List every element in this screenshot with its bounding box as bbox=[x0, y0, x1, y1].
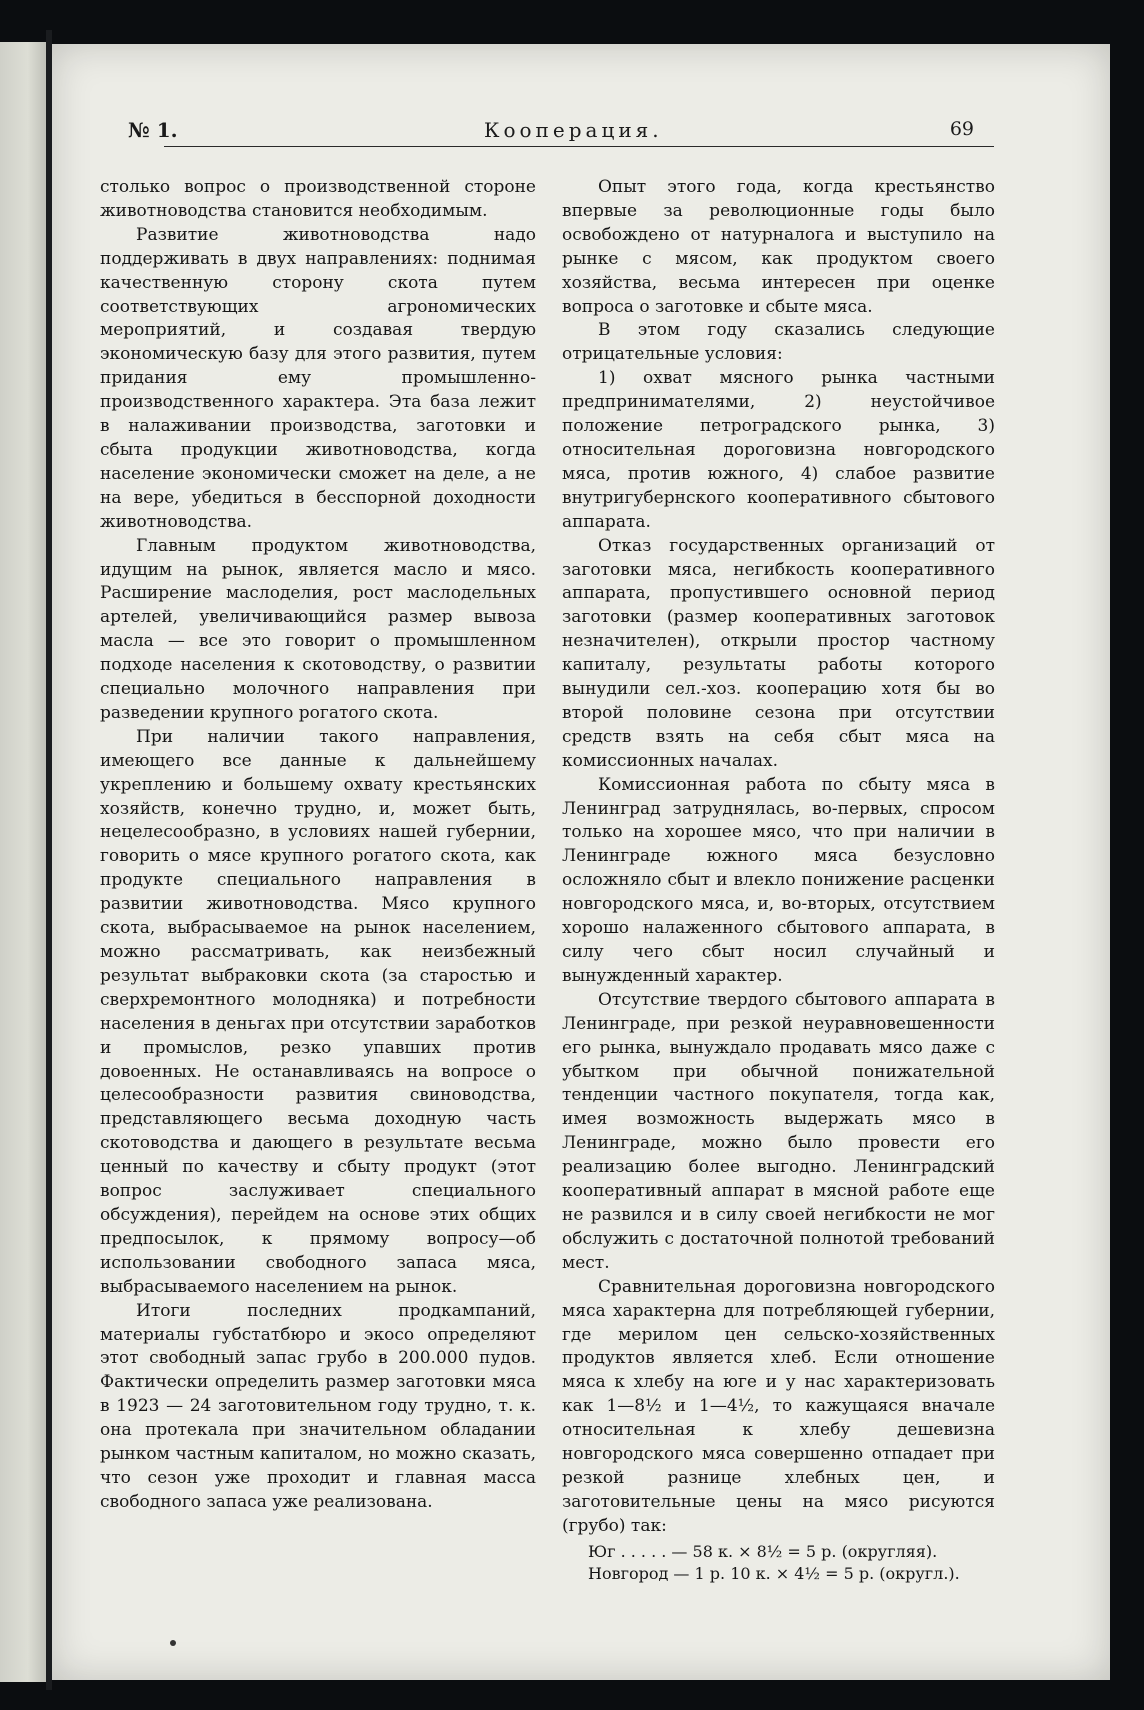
paragraph: Развитие животноводства надо поддерживать в двух направлениях: поднимая качественную сторону скота путем соответствующих агрономических мероприятий, и создавая твердую экономическую базу для этого развития, путем придания ему промышленно-производственного характера. Эта база лежит в налаживании производства, заготовки и сбыта продукции животноводства, когда население экономически сможет на деле, а не на вере, убедиться в бесспорной доходности животноводства. bbox=[100, 224, 536, 532]
page-number: 69 bbox=[949, 118, 974, 140]
paragraph: столько вопрос о производственной стороне животноводства становится необходимым. bbox=[100, 177, 536, 221]
issue-number: № 1. bbox=[128, 118, 178, 142]
paragraph: 1) охват мясного рынка частными предпринимателями, 2) неустойчивое положение петроградского рынка, 3) относительная дороговизна новгородского мяса, против южного, 4) слабое развитие внутригубернского кооперативного сбытового аппарата. bbox=[562, 368, 995, 532]
right-column bbox=[562, 176, 995, 1585]
paragraph: Отказ государственных организаций от заготовки мяса, негибкость кооперативного аппарата, пропустившего основной период заготовки (размер кооперативных заготовок незначителен), открыли простор частному капиталу, результаты работы которого вынудили сел.-хоз. кооперацию хотя бы во второй половине сезона при отсутствии средств взять на себя сбыт мяса на комиссионных началах. bbox=[562, 535, 995, 771]
formula-line-novgorod: Новгород — 1 р. 10 к. × 4½ = 5 р. (округл.). bbox=[588, 1563, 960, 1583]
running-header bbox=[80, 70, 994, 144]
paragraph: При наличии такого направления, имеющего все данные к дальнейшему укреплению и большему охвату крестьянских хозяйств, конечно трудно, и, может быть, нецелесообразно, в условиях нашей губернии, говорить о мясе крупного рогатого скота, как продукте специального направления в развитии животноводства. Мясо крупного скота, выбрасываемое на рынок населением, можно рассматривать, как неизбежный результат выбраковки скота (за старостью и сверхремонтного молодняка) и потребности населения в деньгах при отсутствии заработков и промыслов, резко упавших против довоенных. Не останавливаясь на вопросе о целесообразности развития свиноводства, представляющего весьма доходную часть скотоводства и дающего в результате весьма ценный по качеству и сбыту продукт (этот вопрос заслуживает специального обсуждения), перейдем на основе этих общих предпосылок, к прямому вопросу—об использовании свободного запаса мяса, выбрасываемого населением на рынок. bbox=[100, 726, 536, 1297]
facing-page-edge bbox=[0, 42, 48, 1682]
paragraph: Опыт этого года, когда крестьянство впервые за революционные годы было освобождено от натурналога и выступило на рынке с мясом, как продуктом своего хозяйства, весьма интересен при оценке вопроса о заготовке и сбыте мяса. bbox=[562, 177, 995, 317]
ink-speck bbox=[170, 1640, 176, 1646]
price-formula bbox=[562, 1541, 995, 1585]
paragraph: Сравнительная дороговизна новгородского мяса характерна для потребляющей губернии, где мерилом цен сельско-хозяйственных продуктов является хлеб. Если отношение мяса к хлебу на юге и у нас характеризовать как 1—8½ и 1—4½, то кажущаяся вначале относительная к хлебу дешевизна новгородского мяса совершенно отпадает при резкой разнице хлебных цен, и заготовительные цены на мясо рисуются (грубо) так: bbox=[562, 1276, 995, 1536]
paragraph: Комиссионная работа по сбыту мяса в Ленинград затруднялась, во-первых, спросом только на хорошее мясо, что при наличии в Ленинграде южного мяса безусловно осложняло сбыт и влекло понижение расценки новгородского мяса, и, во-вторых, отсутствием хорошо налаженного сбытового аппарата, в силу чего сбыт носил случайный и вынужденный характер. bbox=[562, 774, 995, 986]
paragraph: Главным продуктом животноводства, идущим на рынок, является масло и мясо. Расширение маслоделия, рост маслодельных артелей, увеличивающийся размер вывоза масла — все это говорит о промышленном подходе населения к скотоводству, о развитии специально молочного направления при разведении крупного рогатого скота. bbox=[100, 535, 536, 723]
header-rule bbox=[164, 146, 994, 147]
journal-title: Кооперация. bbox=[484, 118, 663, 142]
paragraph: Отсутствие твердого сбытового аппарата в Ленинграде, при резкой неуравновешенности его рынка, вынуждало продавать мясо даже с убытком при обычной понижательной тенденции частного покупателя, тогда как, имея возможность выдержать мясо в Ленинграде, можно было провести его реализацию более выгодно. Ленинградский кооперативный аппарат в мясной работе еще не развился и в силу своей негибкости не мог обслужить с достаточной полнотой требований мест. bbox=[562, 989, 995, 1273]
paragraph: Итоги последних продкампаний, материалы губстатбюро и экосо определяют этот свободный запас грубо в 200.000 пудов. Фактически определить размер заготовки мяса в 1923 — 24 заготовительном году трудно, т. к. она протекала при значительном обладании рынком частным капиталом, но можно сказать, что сезон уже проходит и главная масса свободного запаса уже реализована. bbox=[100, 1300, 536, 1512]
formula-line-south: Юг . . . . . — 58 к. × 8½ = 5 р. (округляя). bbox=[588, 1541, 938, 1561]
left-column bbox=[100, 176, 536, 1515]
paragraph: В этом году сказались следующие отрицательные условия: bbox=[562, 320, 995, 365]
